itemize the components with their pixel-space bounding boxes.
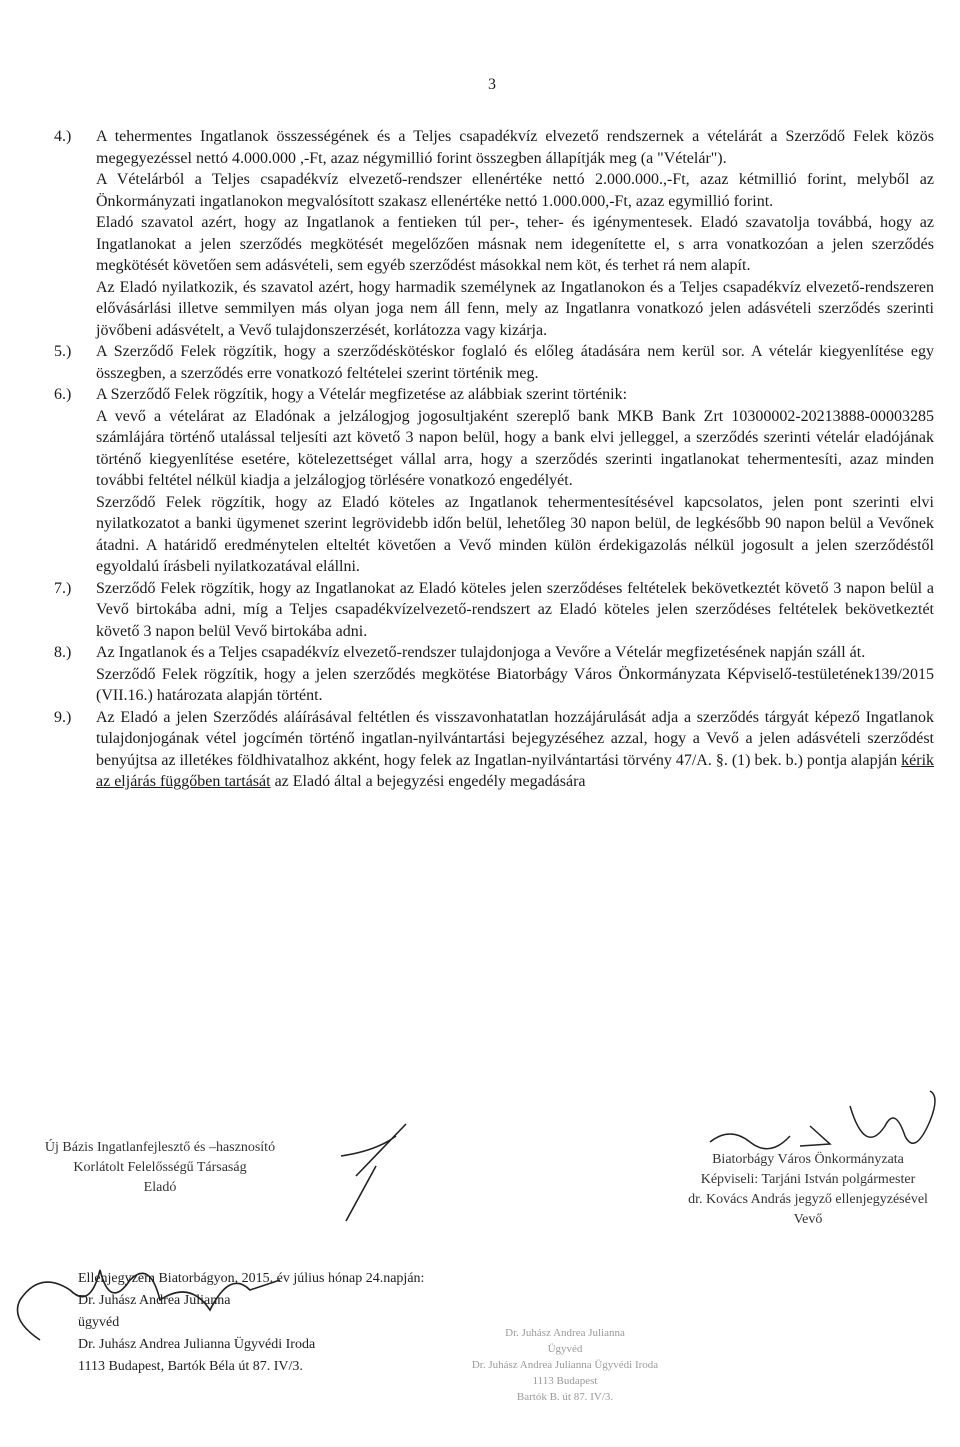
- clause-number: 6.): [54, 386, 72, 403]
- countersign-role: ügyvéd: [78, 1315, 120, 1330]
- stamp-line: Dr. Juhász Andrea Julianna: [505, 1327, 625, 1339]
- seller-role: Eladó: [143, 1180, 177, 1195]
- clause-number: 5.): [54, 343, 72, 360]
- clause-paragraph: Eladó szavatol azért, hogy az Ingatlanok a fentieken túl per-, teher- és igénymentesek. Eladó szavatolja továbbá, hogy az Ingatlanokat a jelen szerződés megkötését megelőzően másnak nem idegenítette el, s arra vonatkozóan a jelen szerződés megkötését követően sem adásvételi, sem egyéb szerződést másokkal nem köt, és terhet rá nem alapít.: [96, 214, 934, 274]
- clause-body: [96, 707, 934, 793]
- clause-number: 4.): [54, 128, 72, 145]
- clause-number: 8.): [54, 644, 72, 661]
- clause-8: [54, 642, 934, 707]
- contract-body: [54, 126, 934, 793]
- buyer-name: Biatorbágy Város Önkormányzata: [712, 1152, 904, 1167]
- clause-6: [54, 384, 934, 578]
- clause-paragraph: Az Ingatlanok és a Teljes csapadékvíz elvezető-rendszer tulajdonjoga a Vevőre a Vételár megfizetésének napján száll át.: [96, 644, 866, 661]
- clause-body: [96, 384, 934, 578]
- clause-paragraph: Szerződő Felek rögzítik, hogy az Ingatlanokat az Eladó köteles jelen szerződéses feltételek bekövetkeztét követő 3 napon belül a Vevő birtokába adni, míg a Teljes csapadékvízelvezető-rendszert az Eladó köteles jelen szerződéses feltételek bekövetkeztét követő 3 napon belül Vevő birtokába adni.: [96, 579, 934, 640]
- seller-signature-block: [0, 1138, 320, 1198]
- clause-number: 7.): [54, 579, 72, 597]
- countersign-line: Ellenjegyzem Biatorbágyon, 2015. év július hónap 24.napján:: [78, 1271, 425, 1286]
- buyer-representative: Képviseli: Tarjáni István polgármester: [700, 1172, 916, 1187]
- stamp-line: 1113 Budapest: [532, 1375, 598, 1387]
- clause-9: [54, 707, 934, 793]
- clause-body: [96, 578, 934, 643]
- countersign-name: Dr. Juhász Andrea Julianna: [78, 1293, 231, 1308]
- stamp-line: Dr. Juhász Andrea Julianna Ügyvédi Iroda: [471, 1359, 659, 1371]
- clause-7: [54, 578, 934, 643]
- seller-company-type: Korlátolt Felelősségű Társaság: [73, 1160, 247, 1175]
- countersign-office: Dr. Juhász Andrea Julianna Ügyvédi Iroda: [78, 1337, 316, 1352]
- clause-number: 9.): [54, 708, 72, 726]
- countersign-address: 1113 Budapest, Bartók Béla út 87. IV/3.: [78, 1359, 303, 1374]
- buyer-signature-block: [656, 1150, 960, 1230]
- clause-paragraph: Szerződő Felek rögzítik, hogy a jelen szerződés megkötése Biatorbágy Város Önkormányzata Képviselő-testületének139/2015 (VII.16.) határozata alapján történt.: [96, 665, 934, 704]
- clause-5: [54, 341, 934, 384]
- stamp-line: Ügyvéd: [547, 1343, 583, 1355]
- underlined-phrase: kérik az eljárás függőben tartását: [96, 751, 935, 790]
- clause-paragraph: A tehermentes Ingatlanok összességének és a Teljes csapadékvíz elvezető rendszernek a vételárát a Szerződő Felek közös megegyezéssel nettó 4.000.000 ,-Ft, azaz négymillió forint összegben állapítják meg (a "Vételár").: [96, 128, 934, 167]
- seller-signature-icon: [336, 1116, 426, 1226]
- page-number: 3: [488, 76, 496, 93]
- stamp-line: Bartók B. út 87. IV/3.: [516, 1391, 614, 1403]
- clause-paragraph: A Vételárból a Teljes csapadékvíz elvezető-rendszer ellenértéke nettó 2.000.000.,-Ft, azaz kétmillió forint, melyből az Önkormányzati ingatlanokon megvalósított szakasz ellenértéke nettó 1.000.000,-Ft, azaz egymillió forint.: [96, 171, 934, 210]
- clause-body: [96, 126, 934, 341]
- clause-paragraph: A vevő a vételárat az Eladónak a jelzálogjog jogosultjaként szereplő bank MKB Bank Zrt 10300002-20213888-00003285 számlájára történő utalással teljesíti azt követő 3 napon belül, hogy a bank elvi jelleggel, a szerződés szerinti vételár eladójának történő kiegyenlítése esetére, kötelezettséget vállal arra, hogy a szerződés szerinti ingatlanokat tehermentesíti, azaz minden további feltétel nélkül kiadja a jelzálogjog törlésére vonatkozó engedélyét.: [96, 407, 934, 489]
- seller-company-line: Új Bázis Ingatlanfejlesztő és –hasznosító: [44, 1140, 276, 1155]
- clause-paragraph: [96, 707, 934, 793]
- law-office-stamp: [440, 1325, 690, 1405]
- clause-paragraph: A Szerződő Felek rögzítik, hogy a szerződéskötéskor foglaló és előleg átadására nem kerül sor. A vételár kiegyenlítése egy összegben, a szerződés erre vonatkozó feltételei szerint történik meg.: [96, 343, 934, 382]
- clause-text: Az Eladó a jelen Szerződés aláírásával feltétlen és visszavonhatatlan hozzájárulását adja a szerződés tárgyát képező Ingatlanok tulajdonjogának vétel jogcímén történő ingatlan-nyilvántartási bejegyzéséhez azzal, hogy a Vevő a jelen adásvételi szerződést benyújtsa az illetékes földhivatalhoz akként, hogy felek az Ingatlan-nyilvántartási törvény 47/A. §. (1) bek. b.) pontja alapján: [96, 708, 934, 769]
- clause-paragraph: A Szerződő Felek rögzítik, hogy a Vételár megfizetése az alábbiak szerint történik:: [96, 386, 628, 403]
- clause-text: az Eladó által a bejegyzési engedély megadására: [274, 773, 586, 790]
- clause-body: [96, 642, 934, 707]
- clause-4: [54, 126, 934, 341]
- clause-paragraph: Az Eladó nyilatkozik, és szavatol azért, hogy harmadik személynek az Ingatlanokon és a Teljes csapadékvíz elvezető-rendszeren elővásárlási illetve semmilyen más olyan joga nem áll fenn, mely az Ingatlanra vonatkozó jelen adásvételi szerződés szerinti jövőbeni adásvételt, a Vevő tulajdonszerzését, korlátozza vagy kizárja.: [96, 278, 934, 339]
- buyer-countersign-note: dr. Kovács András jegyző ellenjegyzésével: [688, 1192, 928, 1207]
- clause-body: [96, 341, 934, 384]
- buyer-role: Vevő: [793, 1212, 823, 1227]
- clause-paragraph: Szerződő Felek rögzítik, hogy az Eladó köteles az Ingatlanok tehermentesítésével kapcsolatos, jelen pont szerinti elvi nyilatkozatot a banki ügymenet szerint legrövidebb időn belül, lehetőleg 30 napon belül, de legkésőbb 90 napon belül a Vevőnek átadni. A határidő eredménytelen elteltét követően a Vevő minden külön érdekigazolás nélkül jogosult a jelen szerződéstől egyoldalú írásbeli nyilatkozatával elállni.: [96, 493, 934, 575]
